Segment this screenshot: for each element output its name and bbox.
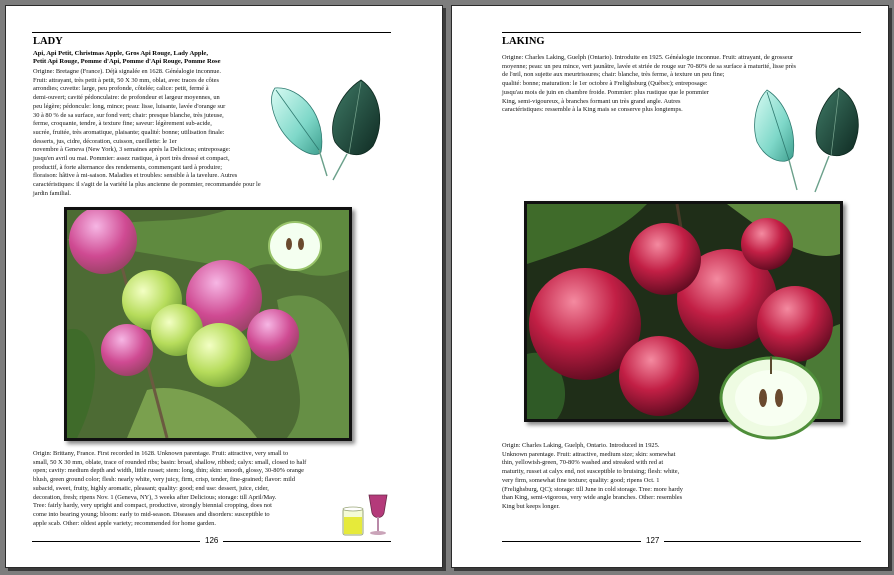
english-description: [33, 450, 333, 528]
page-number: 127: [641, 536, 664, 545]
text-line: arrondies; cuvette: large, peu profonde, côtelée; calice: petit, fermé à: [33, 85, 209, 93]
bottom-rule: [502, 541, 861, 542]
text-line: productif, à forte alternance des rendements, commençant tard à produire;: [33, 163, 222, 171]
text-line: Origin: Charles Laking, Guelph, Ontario. Introduced in 1925.: [502, 442, 660, 449]
top-rule: [502, 32, 861, 33]
text-line: (Frelighsburg, QC); storage: till June in cold storage. Tree: more hardy: [502, 485, 683, 493]
text-line: peu légère; pédoncule: long, mince; peau: lisse, luisante, lavée d'orange sur: [33, 102, 226, 110]
text-line: King but keeps longer.: [502, 502, 560, 510]
variety-title: LAKING: [502, 36, 545, 47]
text-line: subacid, sweet, fruity, highly aromatic, pleasant; quality: good; end use: dessert, juice, cider,: [33, 484, 269, 492]
halved-apple-inset: [715, 352, 827, 442]
text-line: small, 50 X 30 mm, oblate, trace of rounded ribs; basin: broad, shallow, ribbed; calyx: small, closed to half: [33, 458, 307, 466]
variety-title: LADY: [33, 36, 63, 47]
text-line: 30 à 80 % de sa surface, sur fond vert; chair: presque blanche, très juteuse,: [33, 111, 224, 119]
text-line: demi-ouvert; cavité pédonculaire: de profondeur et largeur moyennes, un: [33, 94, 220, 102]
text-line: very firm, somewhat fine texture; quality: good; ripens Oct. 1: [502, 476, 660, 484]
text-line: Unknown parentage. Fruit: attractive, medium size; skin: somewhat: [502, 450, 676, 458]
light-green-leaf-icon: [272, 88, 327, 176]
text-line: thin, yellowish-green, 70-80% washed and streaked with red at: [502, 459, 664, 467]
text-line: novembre à Geneva (New York), 3 semaines après la Delicious; entreposage:: [33, 146, 231, 154]
cider-glass-icon: [369, 495, 387, 535]
dark-green-leaf-icon: [815, 88, 858, 192]
text-line: King, semi-vigoureux, à branches formant un très grand angle. Autres: [502, 97, 681, 105]
text-line: Origin: Brittany, France. First recorded in 1628. Unknown parentage. Fruit: attractive, very small to: [33, 450, 289, 457]
glasses-illustration: [339, 491, 395, 541]
text-line: Tree: fairly hardy, very upright and compact, productive, strongly biennial cropping, does not: [33, 502, 272, 510]
synonyms-line: Petit Api Rouge, Pomme d'Api, Pomme d'Api Rouge, Pomme Rose: [33, 58, 221, 66]
text-line: blush, green ground color; flesh: nearly white, very juicy, firm, crisp, tender, fine-grained; flavor: mild: [33, 476, 295, 484]
book-page-right: [451, 5, 889, 568]
text-line: moyenne; peau: un peu mince, vert jaunâtre, lavée et striée de rouge sur 70-80% de sa surface à maturité, lisse près: [502, 62, 797, 70]
dark-green-leaf-icon: [333, 80, 380, 180]
synonyms-line: Api, Api Petit, Christmas Apple, Gros Api Rouge, Lady Apple,: [33, 50, 209, 57]
apple-leaves-illustration: [261, 76, 386, 186]
variety-synonyms: [33, 50, 263, 66]
text-line: decoration, fresh; ripens Nov. 1 (Geneva, NY), 3 weeks after Delicious; storage: till April/May.: [33, 493, 277, 501]
juice-glass-icon: [343, 507, 363, 535]
english-description: [502, 442, 750, 512]
light-green-leaf-icon: [755, 90, 797, 190]
text-line: than King, semi-vigorous, very wide angle branches. Other: resembles: [502, 494, 683, 502]
page-number: 126: [200, 536, 223, 545]
text-line: caractéristiques: ressemble à la King mais se conserve plus longtemps.: [502, 106, 683, 114]
lady-apples-photo: [64, 207, 352, 441]
apple-leaves-illustration: [747, 86, 865, 198]
text-line: caractéristiques: il s'agit de la variété la plus ancienne de pommier, recommandée pour le: [33, 181, 261, 189]
text-line: maturity, russet at calyx end, not susceptible to bruising; flesh: white,: [502, 468, 680, 476]
text-line: Fruit: attrayant, très petit à petit, 50 X 30 mm, oblat, avec traces de côtes: [33, 76, 219, 84]
text-line: come into bearing young; bloom: early to mid-season. Diseases and disorders: susceptible to: [33, 510, 270, 518]
text-line: open; cavity: medium depth and width, little russet; stem: long, thin; skin: smooth, glossy, 30-80% orange: [33, 467, 304, 475]
text-line: ferme, croquante, tendre, à texture fine; saveur: légèrement sub-acide,: [33, 120, 212, 128]
text-line: apple scab. Other: oldest apple variety; recommended for home garden.: [33, 519, 216, 527]
book-page-left: [5, 5, 443, 568]
top-rule: [32, 32, 391, 33]
text-line: Origine: Bretagne (France). Déjà signalée en 1628. Généalogie inconnue.: [33, 68, 221, 75]
halved-apple-inset: [269, 222, 321, 270]
text-line: sucrée, fruitée, très aromatique, plaisante; qualité: bonne; utilisation finale:: [33, 128, 225, 136]
text-line: qualité: bonne; maturation: le 1er octobre à Frelighsburg (Québec); entreposage:: [502, 80, 708, 88]
text-line: Origine: Charles Laking, Guelph (Ontario). Introduite en 1925. Généalogie inconnue. Fruit: attrayant, de grosseur: [502, 54, 794, 61]
text-line: de l'œil, non sujette aux meurtrissures; chair: blanche, très ferme, à texture un peu fine;: [502, 71, 725, 79]
text-line: jardin familial.: [33, 189, 71, 197]
text-line: jusqu'au mois de juin en chambre froide. Pommier: plus rustique que le pommier: [502, 88, 709, 96]
text-line: jusqu'en avril ou mai. Pommier: assez rustique, à port très dressé et compact,: [33, 155, 230, 163]
french-description: [33, 68, 291, 199]
text-line: desserts, jus, cidre, décoration, cuisson, cueillette: le 1er: [33, 137, 177, 145]
text-line: floraison: hâtive à mi-saison. Maladies et troubles: sensible à la tavelure. Autres: [33, 172, 238, 180]
